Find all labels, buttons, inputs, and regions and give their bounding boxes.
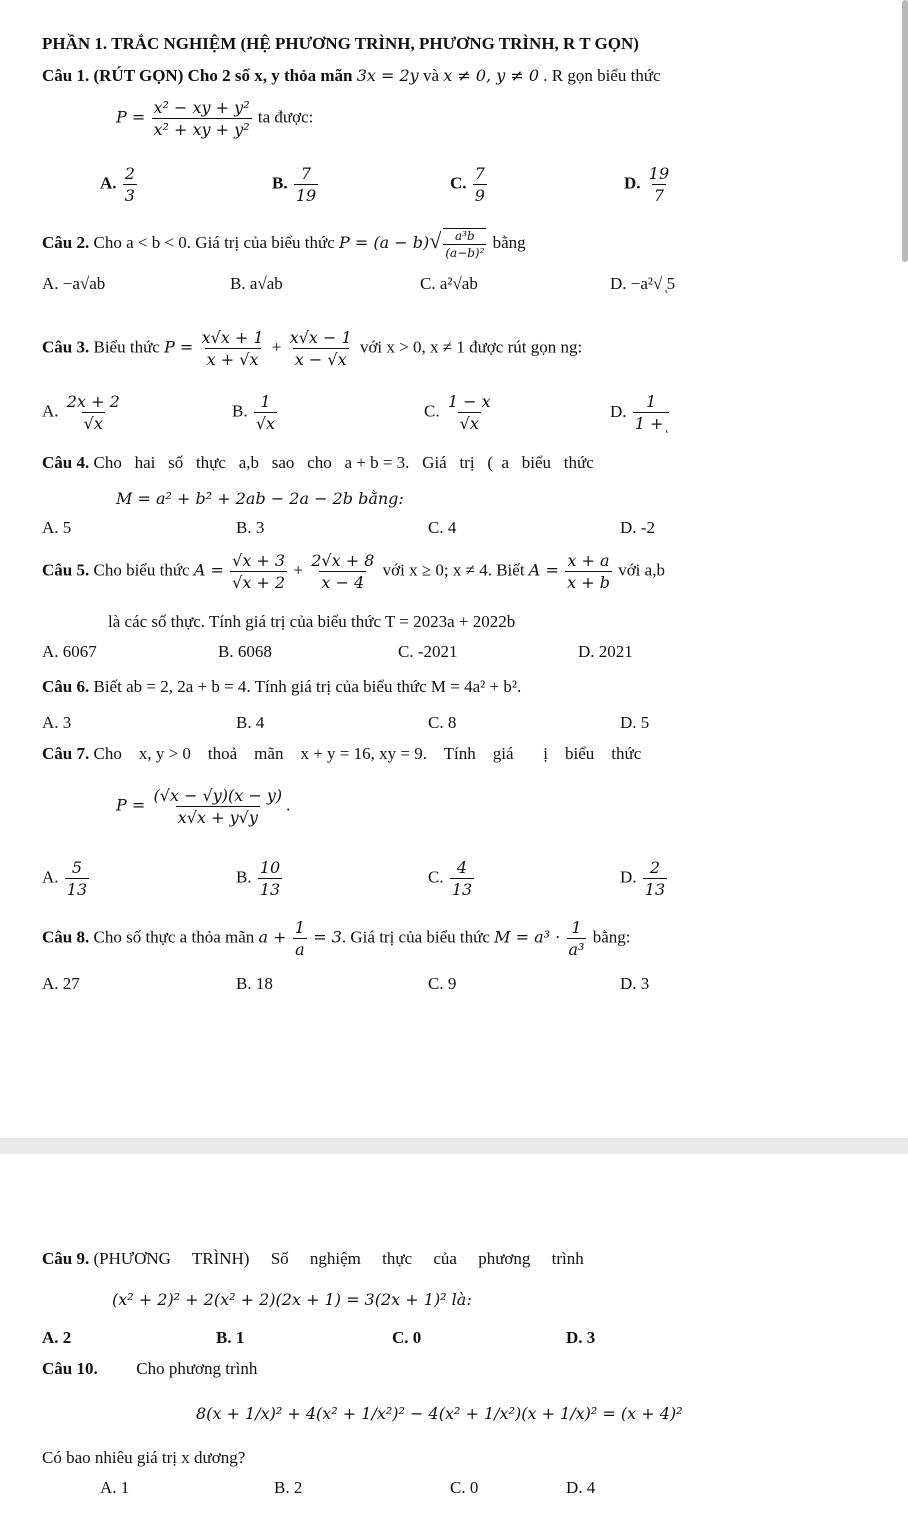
option-letter: C. <box>424 401 440 421</box>
question-2-label: Câu 2. <box>42 233 90 252</box>
p-fraction <box>152 98 252 139</box>
option-num: 1 <box>260 392 271 411</box>
question-5-cond: với x ≥ 0; x ≠ 4. Biết <box>382 560 525 580</box>
option-num: 5 <box>71 858 83 877</box>
option-letter: A. <box>100 173 117 193</box>
option-8b[interactable]: B. 18 <box>236 974 273 993</box>
question-4-expr: M = a² + b² + 2ab − 2a − 2b bằng: <box>116 489 404 508</box>
question-3-lhs: P = <box>164 337 194 357</box>
m-den: a³ <box>568 940 585 959</box>
p-denominator: x² + xy + y² <box>153 120 250 139</box>
option-letter: B. <box>232 401 248 421</box>
option-4b[interactable]: B. 3 <box>236 518 265 537</box>
question-1-line <box>42 66 661 86</box>
option-num: 19 <box>648 164 670 183</box>
fraction-2-num: 2√x + 8 <box>311 551 375 570</box>
fraction-2-den: x − √x <box>294 350 347 369</box>
question-10-expr: 8(x + 1/x)² + 4(x² + 1/x²)² − 4(x² + 1/x²)(x + 1/x)² = (x + 4)² <box>196 1404 683 1423</box>
option-6c[interactable]: C. 8 <box>428 713 457 732</box>
option-num: 2x + 2 <box>66 392 120 411</box>
option-num: 1 − x <box>447 392 491 411</box>
option-letter: B. <box>272 173 288 193</box>
option-2a[interactable]: A. −a√ab <box>42 274 106 293</box>
question-3-cond: với x > 0, x ≠ 1 được rút gọn ng: <box>359 337 583 357</box>
question-2-text: Cho a < b < 0. Giá trị của biểu thức <box>93 233 335 252</box>
option-2d[interactable]: D. −a²√ ͅ5 <box>610 274 676 293</box>
question-2-after: bằng <box>492 233 526 252</box>
p-numerator: (√x − √y)(x − y) <box>153 786 283 805</box>
option-5d[interactable]: D. 2021 <box>578 642 633 661</box>
question-6-line <box>42 677 521 697</box>
option-letter: D. <box>620 867 637 887</box>
question-9-text: (PHƯƠNG TRÌNH) Số nghiệm thực của phương trình <box>93 1249 584 1268</box>
option-letter: A. <box>42 867 59 887</box>
question-10-label: Câu 10. <box>42 1359 98 1378</box>
option-num: 4 <box>456 858 468 877</box>
question-5-line: Câu 5. Cho biểu thức A = $\frac{√x + 3}{√x + 2}$ + $\frac{2√x + 8}{x - 4}$ với x ≥ 0; x ≠ 4. Biết A = $\frac{x + a}{x + b}$ với a,b <box>42 551 665 592</box>
question-9-expr: (x² + 2)² + 2(x² + 2)(2x + 1) = 3(2x + 1)² là: <box>112 1290 472 1309</box>
question-8-text: Cho số thực a thỏa mãn <box>93 927 255 947</box>
m-lhs: M = a³ · <box>494 927 561 947</box>
fraction-2-den: x − 4 <box>321 573 365 592</box>
question-1-text2: . R gọn biểu thức <box>543 66 661 85</box>
question-9-label: Câu 9. <box>42 1249 90 1268</box>
option-6b[interactable]: B. 4 <box>236 713 265 732</box>
question-7-text: Cho x, y > 0 thoả mãn x + y = 16, xy = 9. Tính giá ị biểu thức <box>93 744 642 763</box>
option-num: 2 <box>649 858 661 877</box>
option-den: √x <box>459 414 479 433</box>
option-num: 1 <box>646 392 657 411</box>
root-numerator: a³b <box>455 229 475 244</box>
option-3a[interactable] <box>42 392 124 433</box>
option-4c[interactable]: C. 4 <box>428 518 457 537</box>
question-1-expression <box>116 98 313 139</box>
option-9d[interactable]: D. 3 <box>566 1328 596 1347</box>
option-den: 3 <box>124 186 135 205</box>
p-lhs: P = <box>116 107 146 127</box>
option-10c[interactable]: C. 0 <box>450 1478 479 1497</box>
m-num: 1 <box>571 918 582 937</box>
option-den: √x <box>255 414 276 433</box>
root-denominator: (a−b)² <box>445 246 485 261</box>
option-2b[interactable]: B. a√ab <box>230 274 283 293</box>
question-6-label: Câu 6. <box>42 677 90 696</box>
option-den: 9 <box>474 186 485 205</box>
p-numerator: x² − xy + y² <box>153 98 250 117</box>
cond-rhs: = 3 <box>313 927 342 947</box>
option-5b[interactable]: B. 6068 <box>218 642 272 661</box>
option-num: 7 <box>300 164 312 183</box>
a-lhs: A = <box>528 560 559 580</box>
fraction-2-num: x√x − 1 <box>289 328 352 347</box>
question-8-after: bằng: <box>592 927 631 947</box>
option-num: 2 <box>124 164 135 183</box>
option-den: √x <box>83 414 103 433</box>
question-5-line2: là các số thực. Tính giá trị của biểu thức T = 2023a + 2022b <box>108 612 516 631</box>
question-1-text: (RÚT GỌN) Cho 2 số x, y thỏa mãn <box>93 66 353 85</box>
question-7-line <box>42 744 641 764</box>
option-7b[interactable] <box>236 858 284 899</box>
question-1-and: và <box>422 66 439 85</box>
question-2-expr: P = (a − b) <box>339 233 430 252</box>
question-9-line <box>42 1249 584 1269</box>
question-3-label: Câu 3. <box>42 337 90 357</box>
option-9c[interactable]: C. 0 <box>392 1328 422 1347</box>
fraction-1-num: x√x + 1 <box>201 328 264 347</box>
option-den: 13 <box>66 880 88 899</box>
option-9a[interactable]: A. 2 <box>42 1328 72 1347</box>
question-1-label: Câu 1. <box>42 66 90 85</box>
option-4d[interactable]: D. -2 <box>620 518 655 537</box>
option-letter: A. <box>42 401 59 421</box>
option-3c[interactable] <box>424 392 495 433</box>
option-den: 13 <box>644 880 666 899</box>
option-den: 13 <box>451 880 473 899</box>
question-8-label: Câu 8. <box>42 927 90 947</box>
question-4-text: Cho hai số thực a,b sao cho a + b = 3. Giá trị ( a biểu thức <box>93 453 594 472</box>
plus-sign: + <box>271 337 282 357</box>
option-10d[interactable]: D. 4 <box>566 1478 596 1497</box>
option-3d[interactable] <box>610 392 671 434</box>
cond-num: 1 <box>294 918 305 937</box>
option-1d[interactable] <box>624 164 673 205</box>
question-3-line <box>42 328 582 369</box>
option-6d[interactable]: D. 5 <box>620 713 650 732</box>
option-5c[interactable]: C. -2021 <box>398 642 458 661</box>
option-7d[interactable] <box>620 858 669 899</box>
page-divider <box>0 1138 908 1154</box>
option-letter: D. <box>610 401 627 421</box>
option-8c[interactable]: C. 9 <box>428 974 457 993</box>
question-1-cond1: 3x = 2y <box>356 66 419 85</box>
option-letter: C. <box>428 867 444 887</box>
section-title: PHẦN 1. TRẮC NGHIỆM (HỆ PHƯƠNG TRÌNH, PHƯƠNG TRÌNH, R T GỌN) <box>42 34 639 53</box>
question-4-label: Câu 4. <box>42 453 90 472</box>
option-den: 13 <box>259 880 281 899</box>
option-1a[interactable] <box>100 164 139 205</box>
option-den: 19 <box>295 186 317 205</box>
option-num: 10 <box>259 858 281 877</box>
option-8d[interactable]: D. 3 <box>620 974 650 993</box>
option-den: 1 + ͅ <box>634 414 668 433</box>
question-6-text: Biết ab = 2, 2a + b = 4. Tính giá trị của biểu thức M = 4a² + b². <box>93 677 522 696</box>
p-lhs: P = <box>116 795 146 815</box>
scrollbar[interactable] <box>902 0 908 262</box>
cond-den: a <box>295 940 305 959</box>
fraction-1-den: √x + 2 <box>232 573 286 592</box>
option-8a[interactable]: A. 27 <box>42 974 80 993</box>
question-7-expression <box>116 786 290 827</box>
cond-lhs: a + <box>258 927 287 947</box>
fraction-1-den: x + √x <box>206 350 259 369</box>
option-den: 7 <box>653 186 665 205</box>
question-3-text: Biểu thức <box>93 337 160 357</box>
option-9b[interactable]: B. 1 <box>216 1328 245 1347</box>
question-1-cond2: x ≠ 0, y ≠ 0 <box>443 66 539 85</box>
option-letter: B. <box>236 867 252 887</box>
question-5-label: Câu 5. <box>42 560 90 580</box>
option-7c[interactable] <box>428 858 476 899</box>
option-4a[interactable]: A. 5 <box>42 518 72 537</box>
question-5-lhs: A = <box>193 560 224 580</box>
option-num: 7 <box>474 164 485 183</box>
question-5-tail: với a,b <box>618 560 665 580</box>
option-7a[interactable] <box>42 858 91 899</box>
option-5a[interactable]: A. 6067 <box>42 642 97 661</box>
option-1b[interactable] <box>272 164 320 205</box>
option-letter: C. <box>450 173 467 193</box>
question-10-question: Có bao nhiêu giá trị x dương? <box>42 1448 246 1467</box>
option-2c[interactable]: C. a²√ab <box>420 274 478 293</box>
option-10b[interactable]: B. 2 <box>274 1478 303 1497</box>
question-2-line: Câu 2. Cho a < b < 0. Giá trị của biểu thức P = (a − b)√ $\frac{\text{a³b}}{\text{(a−b)²}}$ bằng <box>42 228 526 261</box>
period: . <box>286 795 291 815</box>
question-8-text2: . Giá trị của biểu thức <box>341 927 490 947</box>
question-10-line <box>42 1359 257 1379</box>
p-after: ta được: <box>257 107 314 127</box>
option-6a[interactable]: A. 3 <box>42 713 72 732</box>
option-letter: D. <box>624 173 641 193</box>
question-5-text: Cho biểu thức <box>93 560 190 580</box>
question-7-label: Câu 7. <box>42 744 90 763</box>
option-10a[interactable]: A. 1 <box>100 1478 130 1497</box>
a-num: x + a <box>567 551 610 570</box>
p-denominator: x√x + y√y <box>177 808 258 827</box>
fraction-1-num: √x + 3 <box>232 551 286 570</box>
a-den: x + b <box>567 573 610 592</box>
option-3b[interactable] <box>232 392 279 433</box>
question-4-line <box>42 453 594 473</box>
question-10-text: Cho phương trình <box>136 1359 258 1378</box>
option-1c[interactable] <box>450 164 489 205</box>
question-8-line <box>42 918 630 959</box>
